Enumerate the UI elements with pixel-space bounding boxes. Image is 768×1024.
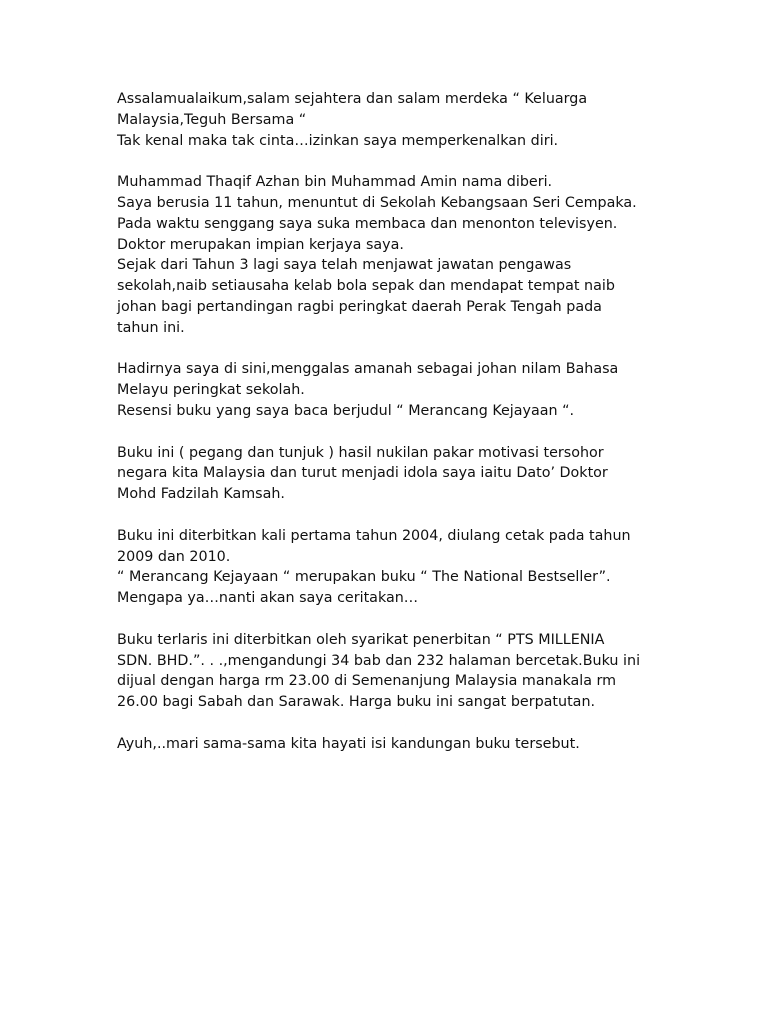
document-body [117, 89, 662, 775]
text-line: Ayuh,..mari sama-sama kita hayati isi kandungan buku tersebut. [117, 735, 580, 752]
paragraph-author [117, 443, 662, 505]
text-line: tahun ini. [117, 319, 185, 336]
text-line: “ Merancang Kejayaan “ merupakan buku “ The National Bestseller”. [117, 569, 611, 586]
text-line: Assalamualaikum,salam sejahtera dan salam merdeka “ Keluarga [117, 91, 588, 107]
paragraph-closing [117, 734, 662, 755]
text-line: Saya berusia 11 tahun, menuntut di Sekolah Kebangsaan Seri Cempaka. [117, 194, 637, 211]
text-line: 26.00 bagi Sabah dan Sarawak. Harga buku ini sangat berpatutan. [117, 694, 596, 711]
text-line: Pada waktu senggang saya suka membaca dan menonton televisyen. [117, 215, 618, 232]
text-line: Resensi buku yang saya baca berjudul “ Merancang Kejayaan “. [117, 402, 575, 419]
paragraph-greeting [117, 89, 662, 151]
paragraph-purpose [117, 359, 662, 421]
text-line: Hadirnya saya di sini,menggalas amanah sebagai johan nilam Bahasa [117, 361, 619, 378]
paragraph-publisher [117, 630, 662, 713]
text-line: Muhammad Thaqif Azhan bin Muhammad Amin nama diberi. [117, 174, 553, 191]
text-line: Mengapa ya…nanti akan saya ceritakan… [117, 590, 419, 607]
text-line: sekolah,naib setiausaha kelab bola sepak dan mendapat tempat naib [117, 278, 615, 295]
text-line: Malaysia,Teguh Bersama “ [117, 111, 307, 128]
text-line: Buku ini ( pegang dan tunjuk ) hasil nukilan pakar motivasi tersohor [117, 444, 604, 461]
text-line: Buku ini diterbitkan kali pertama tahun 2004, diulang cetak pada tahun [117, 527, 631, 544]
paragraph-introduction [117, 172, 662, 338]
text-line: johan bagi pertandingan ragbi peringkat daerah Perak Tengah pada [117, 298, 602, 315]
text-line: Melayu peringkat sekolah. [117, 382, 305, 399]
text-line: Mohd Fadzilah Kamsah. [117, 486, 285, 503]
text-line: 2009 dan 2010. [117, 548, 231, 565]
text-line: Buku terlaris ini diterbitkan oleh syarikat penerbitan “ PTS MILLENIA [117, 631, 605, 648]
text-line: dijual dengan harga rm 23.00 di Semenanjung Malaysia manakala rm [117, 673, 617, 690]
text-line: negara kita Malaysia dan turut menjadi idola saya iaitu Dato’ Doktor [117, 465, 608, 482]
text-line: Tak kenal maka tak cinta…izinkan saya memperkenalkan diri. [117, 132, 559, 149]
text-line: Doktor merupakan impian kerjaya saya. [117, 236, 404, 253]
text-line: SDN. BHD.”. . .,mengandungi 34 bab dan 232 halaman bercetak.Buku ini [117, 652, 641, 669]
paragraph-publication [117, 526, 662, 609]
text-line: Sejak dari Tahun 3 lagi saya telah menjawat jawatan pengawas [117, 257, 572, 274]
